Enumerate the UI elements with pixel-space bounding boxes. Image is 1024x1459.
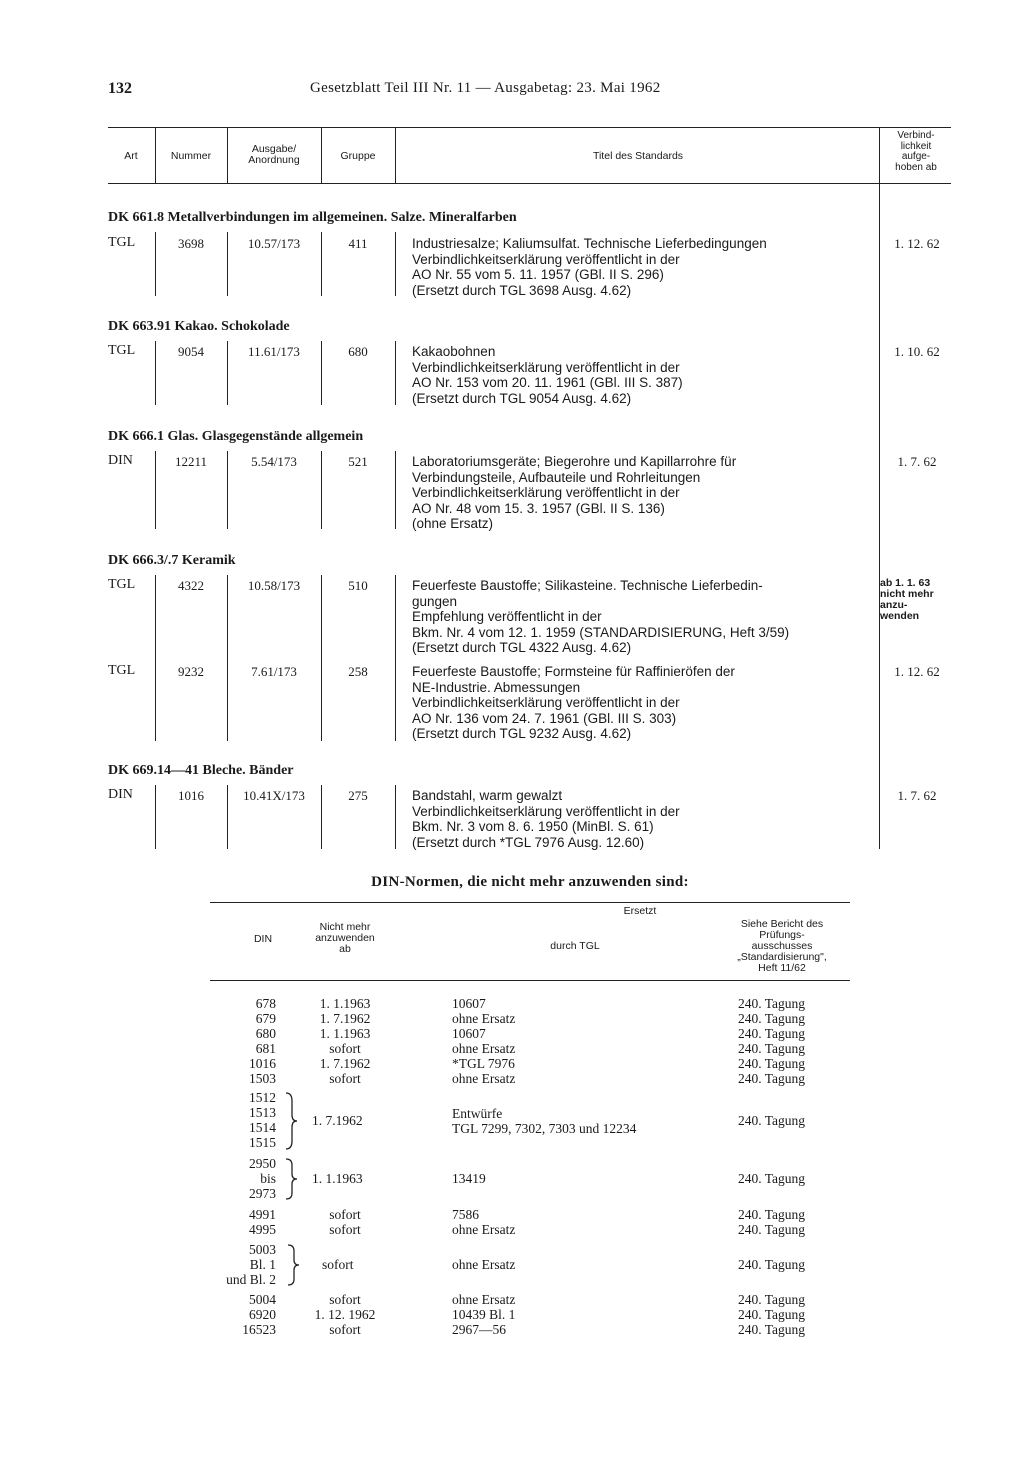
header-line: ausschusses (751, 940, 813, 952)
row-aufgehoben: 1. 7. 62 (897, 788, 937, 803)
header-line: Siehe Bericht des (740, 918, 824, 930)
din-number: und Bl. 2 (226, 1272, 276, 1287)
row-aufgehoben: 1. 12. 62 (894, 236, 940, 251)
row-titel (412, 236, 767, 298)
din-col-header-durch-tgl: durch TGL (550, 940, 600, 952)
row-art: DIN (108, 787, 133, 802)
nicht-mehr-ab: 1. 12. 1962 (314, 1307, 376, 1322)
nicht-mehr-ab: 1. 7.1962 (319, 1011, 371, 1026)
section-heading: DK 663.91 Kakao. Schokolade (108, 319, 290, 334)
curly-brace-icon (284, 1091, 298, 1151)
row-divider (321, 575, 322, 741)
titel-line: (Ersetzt durch *TGL 7976 Ausg. 12.60) (412, 834, 645, 850)
ersetzt-durch: Entwürfe (452, 1106, 503, 1121)
din-table-title: DIN-Normen, die nicht mehr anzuwenden sind: (371, 874, 689, 890)
tagung: 240. Tagung (738, 1307, 806, 1322)
tagung: 240. Tagung (738, 1171, 806, 1186)
nicht-mehr-ab: sofort (329, 1071, 361, 1086)
nicht-mehr-ab: sofort (329, 1292, 361, 1307)
row-nummer: 3698 (178, 236, 204, 251)
ersetzt-durch: 7586 (452, 1207, 479, 1222)
din-number: 678 (255, 996, 276, 1011)
row-ausgabe: 11.61/173 (248, 344, 300, 359)
row-gruppe: 510 (348, 578, 368, 593)
row-ausgabe: 7.61/173 (251, 664, 297, 679)
tagung: 240. Tagung (738, 1056, 806, 1071)
titel-line: Verbindlichkeitserklärung veröffentlicht in der (412, 359, 680, 375)
header-line: Nicht mehr (319, 921, 371, 933)
header-line: „Standardisierung", (737, 951, 827, 963)
titel-line: AO Nr. 153 vom 20. 11. 1961 (GBl. III S. 387) (412, 375, 683, 390)
titel-line: Verbindlichkeitserklärung veröffentlicht in der (412, 485, 680, 500)
page-number: 132 (108, 80, 132, 97)
row-divider (395, 341, 396, 405)
din-col-header-ersetzt: Ersetzt (623, 905, 657, 917)
row-divider (395, 451, 396, 529)
curly-brace-icon (284, 1157, 298, 1201)
row-art: TGL (108, 235, 136, 250)
row-divider (395, 232, 396, 296)
column-header-line: Verbind- (897, 130, 935, 141)
aufgehoben-line: anzu- (880, 599, 908, 611)
table-top-rule (108, 127, 951, 128)
ersetzt-durch: ohne Ersatz (452, 1292, 516, 1307)
row-art: TGL (108, 577, 136, 592)
section-heading: DK 666.1 Glas. Glasgegenstände allgemein (108, 429, 364, 444)
tagung: 240. Tagung (738, 1292, 806, 1307)
row-nummer: 4322 (178, 578, 204, 593)
row-gruppe: 258 (348, 664, 368, 679)
ersetzt-durch: ohne Ersatz (452, 1041, 516, 1056)
header-line: ab (339, 943, 351, 955)
curly-brace-icon (286, 1243, 300, 1287)
column-header-line: Anordnung (248, 154, 300, 166)
nicht-mehr-ab: sofort (322, 1257, 354, 1272)
section-heading: DK 669.14—41 Bleche. Bänder (108, 763, 294, 778)
din-number: 680 (255, 1026, 276, 1041)
col-divider-verbindlichkeit (879, 127, 880, 849)
titel-line: (Ersetzt durch TGL 3698 Ausg. 4.62) (412, 282, 632, 298)
header-line: Heft 11/62 (758, 962, 806, 974)
row-divider (155, 575, 156, 741)
column-header-nummer: Nummer (170, 150, 212, 162)
row-nummer: 9232 (178, 664, 204, 679)
row-divider (395, 785, 396, 849)
row-titel (412, 454, 736, 532)
titel-line: Laboratoriumsgeräte; Biegerohre und Kapillarrohre für (412, 454, 737, 469)
titel-line: Verbindungsteile, Aufbauteile und Rohrleitungen (412, 469, 701, 485)
table-header-rule (108, 183, 951, 184)
nicht-mehr-ab: 1. 7.1962 (319, 1056, 371, 1071)
row-divider (227, 575, 228, 741)
titel-line: AO Nr. 48 vom 15. 3. 1957 (GBl. II S. 136) (412, 500, 665, 516)
titel-line: Bkm. Nr. 4 vom 12. 1. 1959 (STANDARDISIERUNG, Heft 3/59) (412, 624, 790, 640)
column-header-ausgabe (228, 144, 320, 166)
column-header-art: Art (124, 150, 138, 162)
column-header-line: lichkeit (900, 140, 932, 152)
aufgehoben-line: nicht mehr (880, 588, 934, 600)
din-number: 5003 (249, 1242, 276, 1257)
titel-line: (Ersetzt durch TGL 9232 Ausg. 4.62) (412, 726, 632, 741)
ersetzt-durch: ohne Ersatz (452, 1011, 516, 1026)
tagung: 240. Tagung (738, 1026, 806, 1041)
tagung: 240. Tagung (738, 1207, 806, 1222)
tagung: 240. Tagung (738, 1113, 806, 1128)
titel-line: AO Nr. 55 vom 5. 11. 1957 (GBl. II S. 296) (412, 267, 664, 282)
ersetzt-durch: ohne Ersatz (452, 1071, 516, 1086)
ersetzt-durch: 10607 (452, 1026, 486, 1041)
column-header-line: Ausgabe/ (251, 143, 297, 155)
tagung: 240. Tagung (738, 1011, 806, 1026)
row-divider (395, 575, 396, 741)
nicht-mehr-ab: 1. 7.1962 (312, 1113, 363, 1128)
din-number: 2973 (249, 1186, 276, 1201)
row-ausgabe: 10.58/173 (247, 578, 301, 593)
row-aufgehoben (880, 578, 952, 622)
din-number: 4995 (249, 1222, 276, 1237)
tagung: 240. Tagung (738, 1322, 806, 1337)
row-gruppe: 275 (348, 788, 368, 803)
din-number: 1512 (249, 1090, 276, 1105)
titel-line: (ohne Ersatz) (412, 516, 494, 531)
ersetzt-durch: *TGL 7976 (452, 1056, 515, 1071)
header-line: anzuwenden (315, 932, 375, 944)
din-number: 1016 (249, 1056, 276, 1071)
nicht-mehr-ab: 1. 1.1963 (319, 1026, 371, 1041)
nicht-mehr-ab: 1. 1.1963 (319, 996, 371, 1011)
ersetzt-durch: 2967—56 (452, 1322, 506, 1337)
ersetzt-durch: 10439 Bl. 1 (452, 1307, 516, 1322)
din-table-top-rule (210, 902, 850, 903)
column-header-titel: Titel des Standards (592, 150, 684, 162)
tagung: 240. Tagung (738, 1222, 806, 1237)
header-line: Prüfungs- (759, 929, 805, 941)
row-gruppe: 680 (348, 344, 368, 359)
din-number: 1514 (249, 1120, 276, 1135)
din-number: 5004 (249, 1292, 276, 1307)
ersetzt-durch: ohne Ersatz (452, 1222, 516, 1237)
ersetzt-durch: ohne Ersatz (452, 1257, 516, 1272)
ersetzt-durch: 10607 (452, 996, 486, 1011)
section-heading: DK 661.8 Metallverbindungen im allgemeinen. Salze. Mineralfarben (108, 210, 517, 225)
row-art: TGL (108, 663, 136, 678)
din-number: 6920 (249, 1307, 276, 1322)
row-aufgehoben: 1. 7. 62 (897, 454, 937, 469)
ersetzt-durch: 13419 (452, 1171, 486, 1186)
tagung: 240. Tagung (738, 996, 806, 1011)
row-nummer: 9054 (178, 344, 204, 359)
row-titel (412, 344, 683, 406)
din-number: 1515 (249, 1135, 276, 1150)
row-ausgabe: 10.41X/173 (243, 788, 305, 803)
section-heading: DK 666.3/.7 Keramik (108, 553, 236, 568)
din-number: 681 (255, 1041, 276, 1056)
row-gruppe: 521 (348, 454, 368, 469)
tagung: 240. Tagung (738, 1041, 806, 1056)
ersetzt-durch: TGL 7299, 7302, 7303 und 12234 (452, 1121, 637, 1136)
column-header-line: hoben ab (895, 161, 937, 173)
column-header-line: aufge- (901, 151, 931, 162)
din-col-header-bericht (712, 919, 852, 974)
running-title: Gesetzblatt Teil III Nr. 11 — Ausgabetag: 23. Mai 1962 (310, 80, 661, 96)
din-col-header-din: DIN (253, 933, 273, 945)
din-number: 2950 (249, 1156, 276, 1171)
titel-line: Verbindlichkeitserklärung veröffentlicht in der (412, 251, 680, 267)
tagung: 240. Tagung (738, 1071, 806, 1086)
din-col-header-nicht-mehr (300, 922, 390, 955)
row-nummer: 1016 (178, 788, 204, 803)
titel-line: Industriesalze; Kaliumsulfat. Technische Lieferbedingungen (412, 236, 767, 251)
titel-line: Kakaobohnen (412, 344, 496, 359)
titel-line: Empfehlung veröffentlicht in der (412, 609, 602, 624)
nicht-mehr-ab: 1. 1.1963 (312, 1171, 363, 1186)
titel-line: (Ersetzt durch TGL 4322 Ausg. 4.62) (412, 640, 632, 655)
din-number: 679 (255, 1011, 276, 1026)
column-header-gruppe: Gruppe (340, 150, 376, 162)
nicht-mehr-ab: sofort (329, 1041, 361, 1056)
titel-line: gungen (412, 593, 458, 609)
din-number: 1503 (249, 1071, 276, 1086)
tagung: 240. Tagung (738, 1257, 806, 1272)
row-gruppe: 411 (348, 236, 368, 251)
nicht-mehr-ab: sofort (329, 1322, 361, 1337)
din-number: 16523 (242, 1322, 276, 1337)
row-aufgehoben: 1. 10. 62 (894, 344, 940, 359)
row-art: DIN (108, 453, 133, 468)
titel-line: Verbindlichkeitserklärung veröffentlicht in der (412, 695, 680, 710)
din-number: bis (260, 1171, 276, 1186)
din-number: 4991 (249, 1207, 276, 1222)
row-titel (412, 788, 680, 850)
titel-line: NE-Industrie. Abmessungen (412, 679, 581, 695)
aufgehoben-line: wenden (880, 610, 920, 622)
row-ausgabe: 5.54/173 (251, 454, 297, 469)
nicht-mehr-ab: sofort (329, 1222, 361, 1237)
titel-line: (Ersetzt durch TGL 9054 Ausg. 4.62) (412, 390, 632, 406)
titel-line: Feuerfeste Baustoffe; Silikasteine. Technische Lieferbedin- (412, 578, 763, 593)
row-titel (412, 664, 735, 742)
row-nummer: 12211 (174, 454, 208, 469)
aufgehoben-line: ab 1. 1. 63 (880, 577, 931, 589)
din-table-header-rule (210, 980, 850, 981)
titel-line: Verbindlichkeitserklärung veröffentlicht in der (412, 803, 680, 819)
column-header-verbindlichkeit (881, 131, 951, 173)
titel-line: Bandstahl, warm gewalzt (412, 788, 563, 803)
row-aufgehoben: 1. 12. 62 (894, 664, 940, 679)
din-number: 1513 (249, 1105, 276, 1120)
row-ausgabe: 10.57/173 (247, 236, 301, 251)
titel-line: Feuerfeste Baustoffe; Formsteine für Raffinieröfen der (412, 664, 735, 679)
titel-line: AO Nr. 136 vom 24. 7. 1961 (GBl. III S. 303) (412, 710, 677, 726)
nicht-mehr-ab: sofort (329, 1207, 361, 1222)
din-number: Bl. 1 (249, 1257, 276, 1272)
row-art: TGL (108, 343, 136, 358)
titel-line: Bkm. Nr. 3 vom 8. 6. 1950 (MinBl. S. 61) (412, 819, 654, 834)
row-titel (412, 578, 789, 656)
